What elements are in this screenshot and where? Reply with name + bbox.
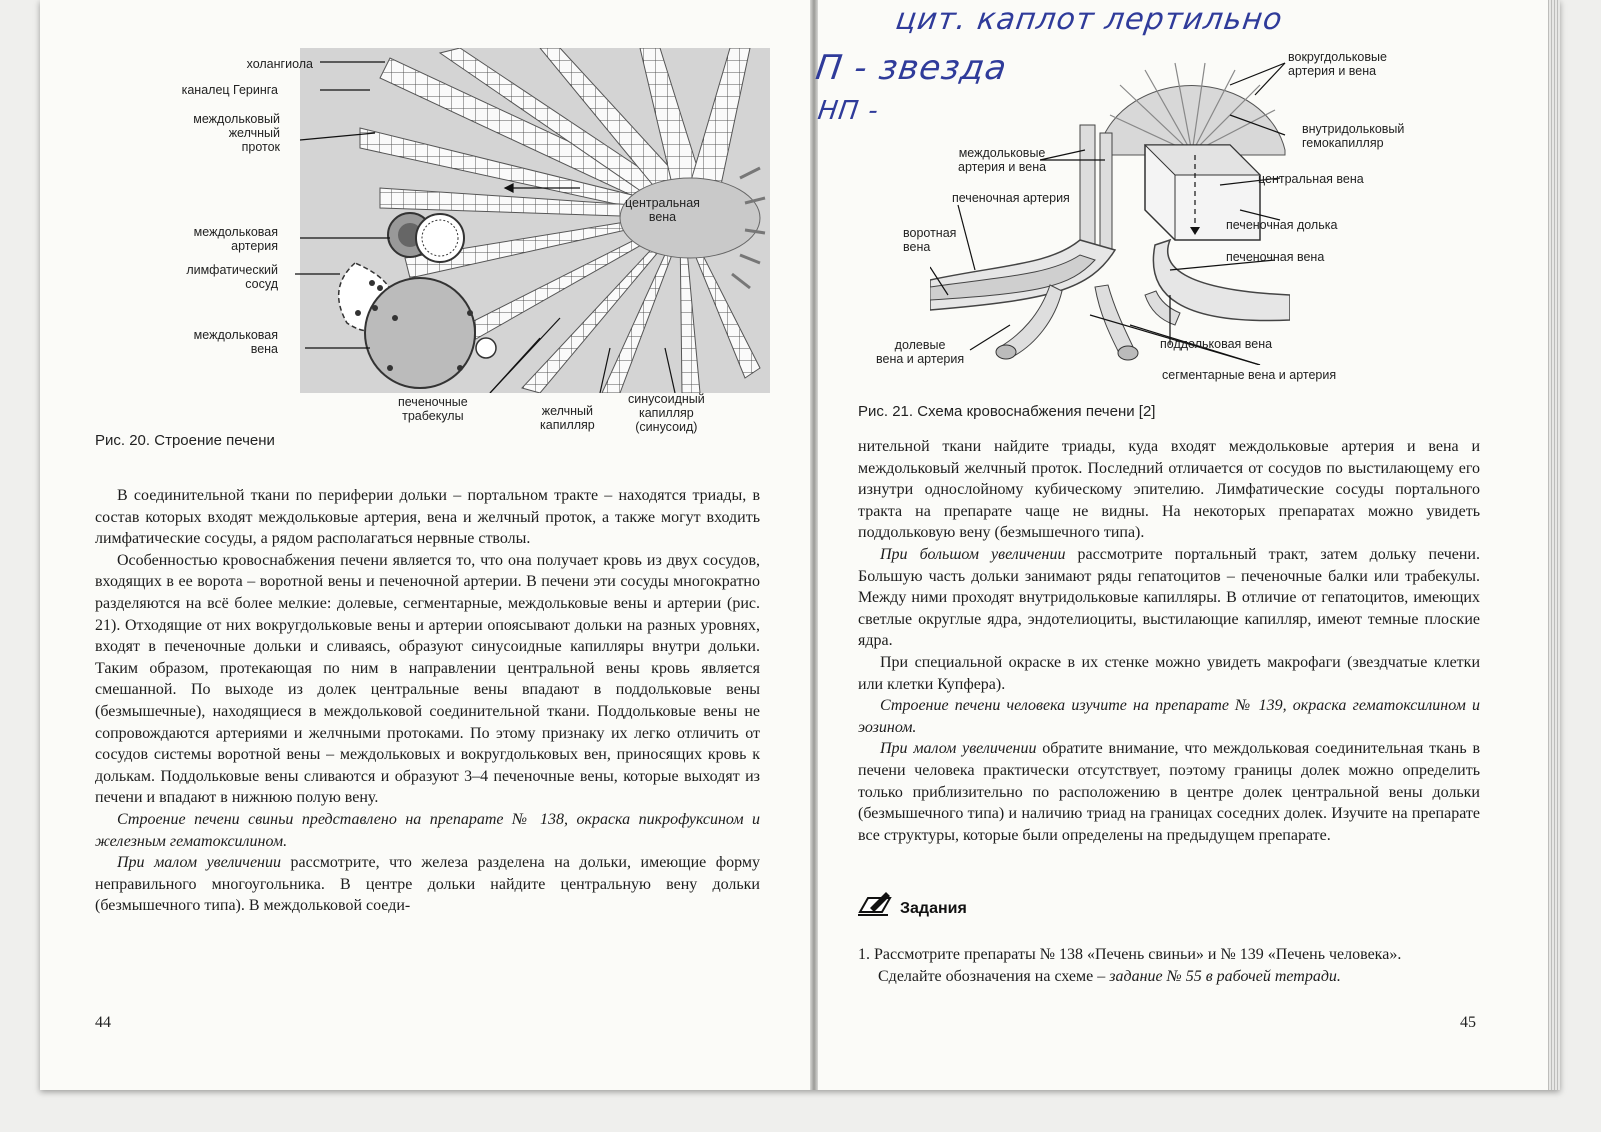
fig20-label-bile-capillary: [540, 404, 595, 432]
fig21-label-vnutri-line1: внутридольковый: [1302, 122, 1405, 136]
fig20-label-protok-line1: междольковый: [193, 112, 280, 126]
fig20-label-kapillar-line2: капилляр: [540, 418, 595, 432]
right-paragraph-5: [858, 738, 1480, 846]
left-page-body: [95, 485, 760, 917]
right-para2-text: рассмотрите портальный тракт, затем дольку печени. Большую часть дольки занимают ряды гепатоцитов – печеночные балки или трабекулы. Между ними проходят внутридольковые капилляры. В отличие от гепатоцитов, имеющих светлые округлые ядра, эндотелиоциты, выстилающие капилляр, имеют темные плоские ядра.: [858, 545, 1480, 650]
right-para4-italic: Строение печени человека изучите на препарате № 139, окраска гематоксилином и эозином.: [858, 697, 1480, 736]
fig20-label-sinus-line1: синусоидный: [628, 392, 705, 406]
fig20-label-protok: [193, 112, 280, 154]
fig20-label-central-line2: вена: [648, 210, 677, 224]
left-italic-text: Строение печени свиньи представлено на препарате № 138, окраска пикрофуксином и железным гематоксилином.: [95, 810, 760, 850]
fig21-label-pech-arteria: печеночная артерия: [952, 191, 1070, 205]
right-para5-text: обратите внимание, что междольковая соединительная ткань в печени человека практически отсутствует, поэтому границы долек можно определить только приблизительно по расположению в центре долек центральной вены дольки (безмышечного типа) и наличию триад на границах соседних долек. Изучите на препарате все структуры, которые были определены на предыдущем препарате.: [858, 740, 1480, 844]
handwritten-note-line2: П - звезда: [813, 48, 1010, 88]
left-last-text: рассмотрите, что железа разделена на дольки, имеющие форму неправильного многоугольника. В центре дольки найдите центральную вену дольки (безмышечного типа). В междольковой соеди-: [95, 854, 760, 915]
task-1-italic: задание № 55 в рабочей тетради.: [1109, 967, 1341, 985]
fig21-label-vorotnaya-line1: воротная: [903, 226, 957, 240]
tasks-heading: Задания: [900, 900, 967, 917]
fig21-label-vnutri-line2: гемокапилляр: [1302, 136, 1384, 150]
fig21-label-mezhd: [958, 146, 1046, 174]
fig20-label-arteria-line2: артерия: [231, 239, 278, 253]
left-paragraph-last: [95, 852, 760, 917]
fig21-label-dolevye: [876, 338, 964, 366]
fig20-label-kanalec: каналец Геринга: [181, 83, 278, 97]
page-edges: [1548, 0, 1560, 1090]
task-1-text: Сделайте обозначения на схеме –: [878, 967, 1110, 985]
right-page-body: [858, 436, 1480, 846]
right-paragraph-4: [858, 695, 1480, 738]
book-gutter: [810, 0, 818, 1090]
right-paragraph-3: При специальной окраске в их стенке можно увидеть макрофаги (звездчатые клетки или клетки Купфера).: [858, 653, 1480, 693]
right-paragraph-2: [858, 544, 1480, 652]
fig21-label-dolevye-line2: вена и артерия: [876, 352, 965, 366]
left-paragraph-italic: [95, 809, 760, 852]
fig21-label-pech-dolka: печеночная долька: [1226, 218, 1338, 232]
right-page: [813, 0, 1600, 1090]
fig21-label-vorotnaya: [903, 226, 956, 254]
left-page: [80, 0, 810, 1090]
fig20-label-central-line1: центральная: [625, 196, 700, 210]
fig20-label-sinus-line2: капилляр: [638, 406, 694, 420]
blood-supply-illustration: [930, 55, 1290, 365]
fig21-label-mezhd-line2: артерия и вена: [958, 160, 1047, 174]
fig21-label-vokrug-line1: вокругдольковые: [1288, 50, 1387, 64]
fig20-label-arteria: [194, 225, 278, 253]
fig21-label-central-vein: центральная вена: [1258, 172, 1364, 186]
fig20-label-trabekuly-line2: трабекулы: [402, 409, 464, 423]
task-list: [858, 944, 1498, 987]
figure-20-caption: Рис. 20. Строение печени: [95, 432, 275, 449]
book-spread: [40, 0, 1560, 1090]
fig20-label-lymph-line1: лимфатический: [186, 263, 278, 277]
left-paragraph-1: В соединительной ткани по периферии дольки – портальном тракте – находятся триады, в состав которых входят междольковые артерия, вена и желчный проток, а также могут входить лимфатические сосуды, а рядом располагаться нервные стволы.: [95, 487, 760, 548]
fig21-label-vokrug-line2: артерия и вена: [1288, 64, 1377, 78]
figure-21-blood-supply: [930, 55, 1290, 365]
fig20-label-vena-line2: вена: [250, 342, 278, 356]
fig20-label-lymph: [186, 263, 278, 291]
fig20-label-trabekuly-line1: печеночные: [398, 395, 468, 409]
fig21-label-dolevye-line1: долевые: [894, 338, 946, 352]
fig21-label-mezhd-line1: междольковые: [958, 146, 1046, 160]
fig20-label-sinusoid: [628, 392, 705, 434]
fig21-label-poddolk: поддольковая вена: [1160, 337, 1273, 351]
left-paragraph-2: Особенностью кровоснабжения печени является то, что она получает кровь из двух сосудов, входящих в ее ворота – воротной вены и печеночной артерии. В печени эти сосуды многократно разделяются на всё более мелкие: долевые, сегментарные, междольковые вены и артерии (рис. 21). Отходящие от них вокругдольковые вены и артерии опоясывают дольки на разных уровнях, входят в печеночные дольки и сливаясь, образуют синусоидные капилляры внутри дольки. Таким образом, протекающая по ним в направлении центральной вены кровь является смешанной. По выходе из долек центральные вены впадают в поддольковые вены (безмышечные), находящиеся в междольковой соединительной ткани. Поддольковые вены не сопровождаются артериями и желчными протоками. По этому признаку их легко отличить от сосудов системы воротной вены – междольковых и вокругдольковых вен, приносящих кровь к долькам. Поддольковые вены сливаются и образуют 3–4 печеночные вены, которые выходят из печени и впадают в нижнюю полую вену.: [95, 551, 760, 807]
fig20-label-arteria-line1: междольковая: [193, 225, 278, 239]
right-paragraph-1: нительной ткани найдите триады, куда входят междольковые артерия и вена и междольковый желчный проток. Последний отличается от сосудов по выстилающему его изнутри однослойному кубическому эпителию. Лимфатические сосуды портального тракта на препарате чаще не видны. На некоторых препаратах можно увидеть поддольковую вену (безмышечного типа).: [858, 438, 1480, 542]
figure-21-caption: Рис. 21. Схема кровоснабжения печени [2]: [858, 403, 1156, 420]
page-number-left: 44: [95, 1014, 111, 1031]
fig21-label-vorotnaya-line2: вена: [903, 240, 931, 254]
task-1-line1: 1. Рассмотрите препараты № 138 «Печень свиньи» и № 139 «Печень человека».: [858, 946, 1402, 963]
fig20-label-protok-line2: желчный: [228, 126, 280, 140]
page-number-right: 45: [1460, 1014, 1476, 1031]
fig21-label-pech-vena: печеночная вена: [1226, 250, 1325, 264]
fig21-label-vokrug: [1288, 50, 1387, 78]
handwritten-note-line1: цит. каплот лертильно: [893, 2, 1286, 37]
fig21-label-vnutri: [1302, 122, 1404, 150]
left-last-italic: При малом увеличении: [117, 854, 281, 872]
fig20-label-vena: [194, 328, 278, 356]
fig20-label-protok-line3: проток: [241, 140, 280, 154]
tasks-pencil-icon: [858, 890, 892, 916]
fig20-label-holangiola: холангиола: [246, 57, 313, 71]
fig20-label-kapillar-line1: желчный: [541, 404, 594, 418]
fig21-label-segment: сегментарные вена и артерия: [1162, 368, 1337, 382]
right-para5-italic: При малом увеличении: [880, 740, 1037, 758]
fig20-label-central-vein: [625, 196, 700, 224]
handwritten-note-line3: НП -: [815, 96, 881, 126]
task-1-line2: [858, 966, 1498, 988]
right-para2-italic: При большом увеличении: [880, 545, 1066, 563]
fig20-label-trabekuly: [398, 395, 468, 423]
fig20-label-sinus-line3: (синусоид): [635, 420, 698, 434]
fig20-label-lymph-line2: сосуд: [245, 277, 278, 291]
fig20-label-vena-line1: междольковая: [193, 328, 278, 342]
